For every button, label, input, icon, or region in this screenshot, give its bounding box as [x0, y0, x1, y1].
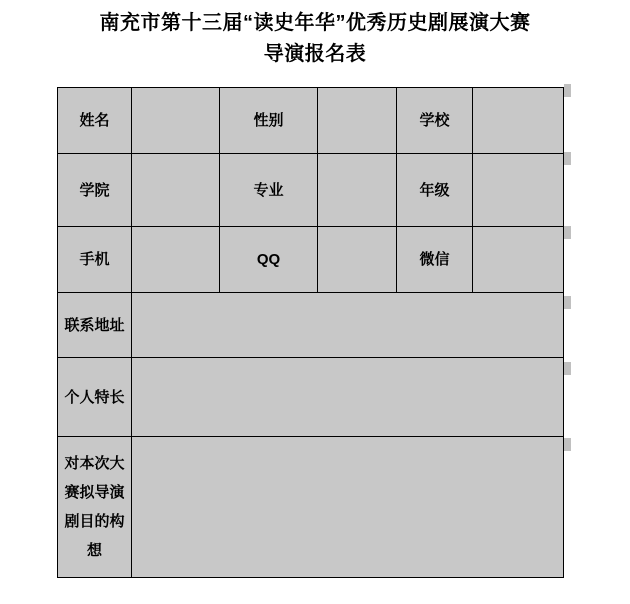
table-row: [58, 293, 564, 358]
table-row: [58, 437, 564, 578]
table-row: [58, 88, 564, 154]
address-label: 联系地址: [58, 293, 132, 358]
school-input-cell[interactable]: [473, 88, 564, 154]
specialty-label: 个人特长: [58, 358, 132, 437]
row-resize-handle: [564, 226, 571, 239]
conception-label: 对本次大赛拟导演剧目的构想: [58, 437, 132, 578]
specialty-input-cell[interactable]: [132, 358, 564, 437]
college-input-cell[interactable]: [132, 154, 220, 227]
wechat-input-cell[interactable]: [473, 227, 564, 293]
row-resize-handle: [564, 438, 571, 451]
name-input-cell[interactable]: [132, 88, 220, 154]
conception-input-cell[interactable]: [132, 437, 564, 578]
table-row: [58, 154, 564, 227]
qq-input-cell[interactable]: [318, 227, 397, 293]
registration-table: [57, 87, 564, 578]
grade-label: 年级: [397, 154, 473, 227]
document-subtitle: 导演报名表: [263, 43, 367, 65]
mobile-label: 手机: [58, 227, 132, 293]
major-label: 专业: [220, 154, 318, 227]
address-input-cell[interactable]: [132, 293, 564, 358]
school-label: 学校: [397, 88, 473, 154]
qq-label: QQ: [220, 227, 318, 293]
college-label: 学院: [58, 154, 132, 227]
gender-label: 性别: [220, 88, 318, 154]
gender-input-cell[interactable]: [318, 88, 397, 154]
table-row: [58, 227, 564, 293]
document-title: 南充市第十三届“读史年华”优秀历史剧展演大赛: [99, 12, 531, 34]
table-row: [58, 358, 564, 437]
name-label: 姓名: [58, 88, 132, 154]
wechat-label: 微信: [397, 227, 473, 293]
grade-input-cell[interactable]: [473, 154, 564, 227]
row-resize-handle: [564, 362, 571, 375]
row-resize-handle: [564, 296, 571, 309]
row-resize-handle: [564, 152, 571, 165]
major-input-cell[interactable]: [318, 154, 397, 227]
mobile-input-cell[interactable]: [132, 227, 220, 293]
row-resize-handle: [564, 84, 571, 97]
